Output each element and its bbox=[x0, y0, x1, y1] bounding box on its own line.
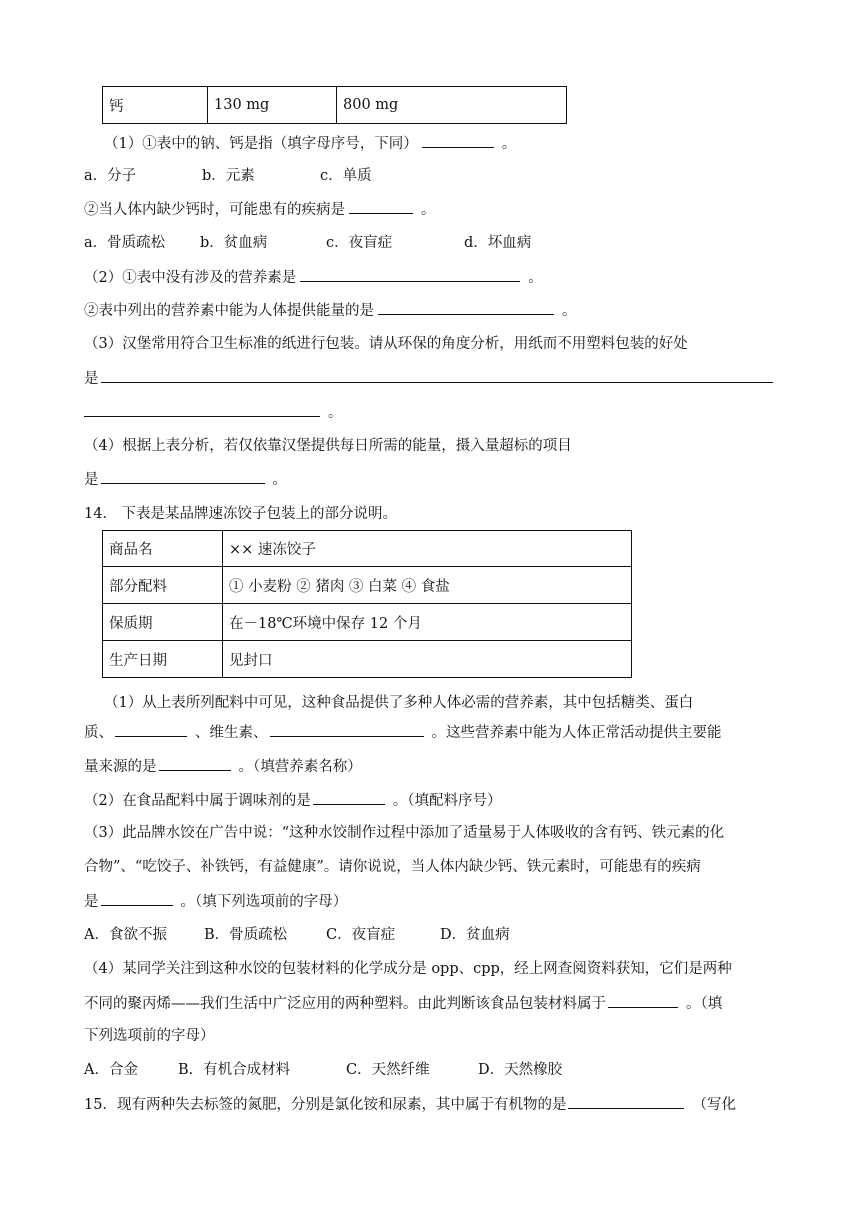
answer-blank[interactable] bbox=[608, 993, 678, 1008]
q13-part1-1 bbox=[104, 133, 516, 154]
q13-part2-2 bbox=[84, 300, 577, 321]
question-text: 。 bbox=[421, 202, 436, 218]
question-text: 质、 bbox=[84, 725, 113, 741]
question-text: 量来源的是 bbox=[84, 759, 157, 775]
q14-part3-line2: 合物”、“吃饺子、补铁钙，有益健康”。请你说说，当人体内缺少钙、铁元素时，可能患有的疾病 bbox=[84, 859, 701, 875]
option-b: B．骨质疏松 bbox=[204, 927, 288, 943]
question-text: 是 bbox=[84, 894, 99, 910]
option-b: b．贫血病 bbox=[200, 235, 268, 251]
table-row bbox=[103, 531, 632, 567]
option-c: c．单质 bbox=[320, 168, 372, 184]
question-text: （1）①表中的钠、钙是指（填字母序号，下同） bbox=[104, 136, 418, 152]
q13-part3-line2 bbox=[84, 368, 773, 389]
q14-part2 bbox=[84, 790, 501, 811]
question-text: 。 bbox=[272, 472, 287, 488]
answer-blank[interactable] bbox=[101, 891, 173, 906]
option-a: a．分子 bbox=[84, 168, 137, 184]
table-cell: 商品名 bbox=[103, 531, 223, 567]
question-text: 。（填下列选项前的字母） bbox=[180, 894, 348, 910]
answer-blank[interactable] bbox=[115, 722, 187, 737]
table-cell: 在－18℃环境中保存 12 个月 bbox=[223, 604, 632, 641]
question-text: 是 bbox=[84, 472, 99, 488]
q14-part3-options bbox=[84, 925, 510, 945]
question-text: 不同的聚丙烯——我们生活中广泛应用的两种塑料。由此判断该食品包装材料属于 bbox=[84, 996, 606, 1012]
q13-part1-1-options bbox=[84, 166, 372, 186]
table-row bbox=[103, 641, 632, 678]
question-text: 。（填配料序号） bbox=[392, 793, 502, 809]
answer-blank[interactable] bbox=[349, 199, 413, 214]
option-b: b．元素 bbox=[202, 168, 255, 184]
q14-part1-line2 bbox=[84, 722, 722, 743]
table-cell: 130 mg bbox=[208, 87, 337, 124]
question-text: 。（填 bbox=[686, 996, 723, 1012]
answer-blank[interactable] bbox=[422, 133, 494, 148]
option-c: C．夜盲症 bbox=[326, 927, 396, 943]
q14-part4-options bbox=[84, 1060, 562, 1080]
q14-part4-line2 bbox=[84, 993, 722, 1014]
table-cell: ×× 速冻饺子 bbox=[223, 531, 632, 567]
dumpling-info-table bbox=[102, 530, 632, 678]
question-text: （2）在食品配料中属于调味剂的是 bbox=[84, 793, 311, 809]
q14-part1-line3 bbox=[84, 756, 362, 777]
option-c: c．夜盲症 bbox=[326, 235, 393, 251]
q13-part3-line1: （3）汉堡常用符合卫生标准的纸进行包装。请从环保的角度分析，用纸而不用塑料包装的好处 bbox=[84, 336, 688, 352]
q14-part4-line3: 下列选项前的字母） bbox=[84, 1028, 215, 1044]
table-cell: 生产日期 bbox=[103, 641, 223, 678]
table-row bbox=[103, 567, 632, 604]
table-row bbox=[103, 87, 567, 124]
answer-blank[interactable] bbox=[101, 469, 265, 484]
option-d: D．天然橡胶 bbox=[478, 1062, 563, 1078]
option-a: A．合金 bbox=[84, 1062, 138, 1078]
q14-part3-line3 bbox=[84, 891, 347, 912]
q14-part4-line1: （4）某同学关注到这种水饺的包装材料的化学成分是 opp、cpp，经上网查阅资料获知，它们是两种 bbox=[84, 961, 732, 977]
q14-part3-line1: （3）此品牌水饺在广告中说：“这种水饺制作过程中添加了适量易于人体吸收的含有钙、铁元素的化 bbox=[84, 825, 725, 841]
q13-part1-2-options bbox=[84, 233, 531, 253]
answer-blank[interactable] bbox=[378, 300, 554, 315]
q14-title: 14． 下表是某品牌速冻饺子包装上的部分说明。 bbox=[84, 506, 398, 522]
question-text: （2）①表中没有涉及的营养素是 bbox=[84, 270, 297, 286]
q13-part4-line2 bbox=[84, 469, 287, 490]
question-text: 。 bbox=[562, 303, 577, 319]
q13-part1-2 bbox=[84, 199, 436, 220]
question-text: ②表中列出的营养素中能为人体提供能量的是 bbox=[84, 303, 374, 319]
table-cell: 800 mg bbox=[337, 87, 567, 124]
table-cell: 部分配料 bbox=[103, 567, 223, 604]
q13-part4-line1: （4）根据上表分析，若仅依靠汉堡提供每日所需的能量，摄入量超标的项目 bbox=[84, 438, 572, 454]
question-text: ②当人体内缺少钙时，可能患有的疾病是 bbox=[84, 202, 345, 218]
question-text: 。 bbox=[328, 405, 343, 421]
table-cell: 保质期 bbox=[103, 604, 223, 641]
option-a: A．食欲不振 bbox=[84, 927, 167, 943]
question-text: 。这些营养素中能为人体正常活动提供主要能 bbox=[431, 725, 722, 741]
option-a: a．骨质疏松 bbox=[84, 235, 166, 251]
option-d: D．贫血病 bbox=[440, 927, 510, 943]
question-text: 。 bbox=[501, 136, 517, 152]
option-d: d．坏血病 bbox=[464, 235, 532, 251]
table-row bbox=[103, 604, 632, 641]
question-text: （写化 bbox=[692, 1097, 736, 1113]
answer-blank[interactable] bbox=[101, 368, 773, 383]
table-cell: ① 小麦粉 ② 猪肉 ③ 白菜 ④ 食盐 bbox=[223, 567, 632, 604]
question-text: 。（填营养素名称） bbox=[238, 759, 362, 775]
answer-blank[interactable] bbox=[270, 722, 424, 737]
question-text: 、维生素、 bbox=[195, 725, 268, 741]
option-b: B．有机合成材料 bbox=[178, 1062, 291, 1078]
question-text: 。 bbox=[528, 270, 543, 286]
q13-part3-line3 bbox=[84, 402, 343, 423]
q13-part2-1 bbox=[84, 267, 543, 288]
option-c: C．天然纤维 bbox=[346, 1062, 430, 1078]
table-cell: 钙 bbox=[103, 87, 208, 124]
table-cell: 见封口 bbox=[223, 641, 632, 678]
question-text: 是 bbox=[84, 371, 99, 387]
q15-line1 bbox=[84, 1094, 736, 1115]
answer-blank[interactable] bbox=[313, 790, 385, 805]
answer-blank[interactable] bbox=[84, 402, 320, 417]
q14-part1-line1: （1）从上表所列配料中可见，这种食品提供了多种人体必需的营养素，其中包括糖类、蛋白 bbox=[104, 695, 694, 711]
nutrition-table-fragment bbox=[102, 86, 567, 124]
answer-blank[interactable] bbox=[300, 267, 520, 282]
answer-blank[interactable] bbox=[568, 1094, 684, 1109]
answer-blank[interactable] bbox=[159, 756, 231, 771]
question-text: 15．现有两种失去标签的氮肥，分别是氯化铵和尿素，其中属于有机物的是 bbox=[84, 1097, 567, 1113]
